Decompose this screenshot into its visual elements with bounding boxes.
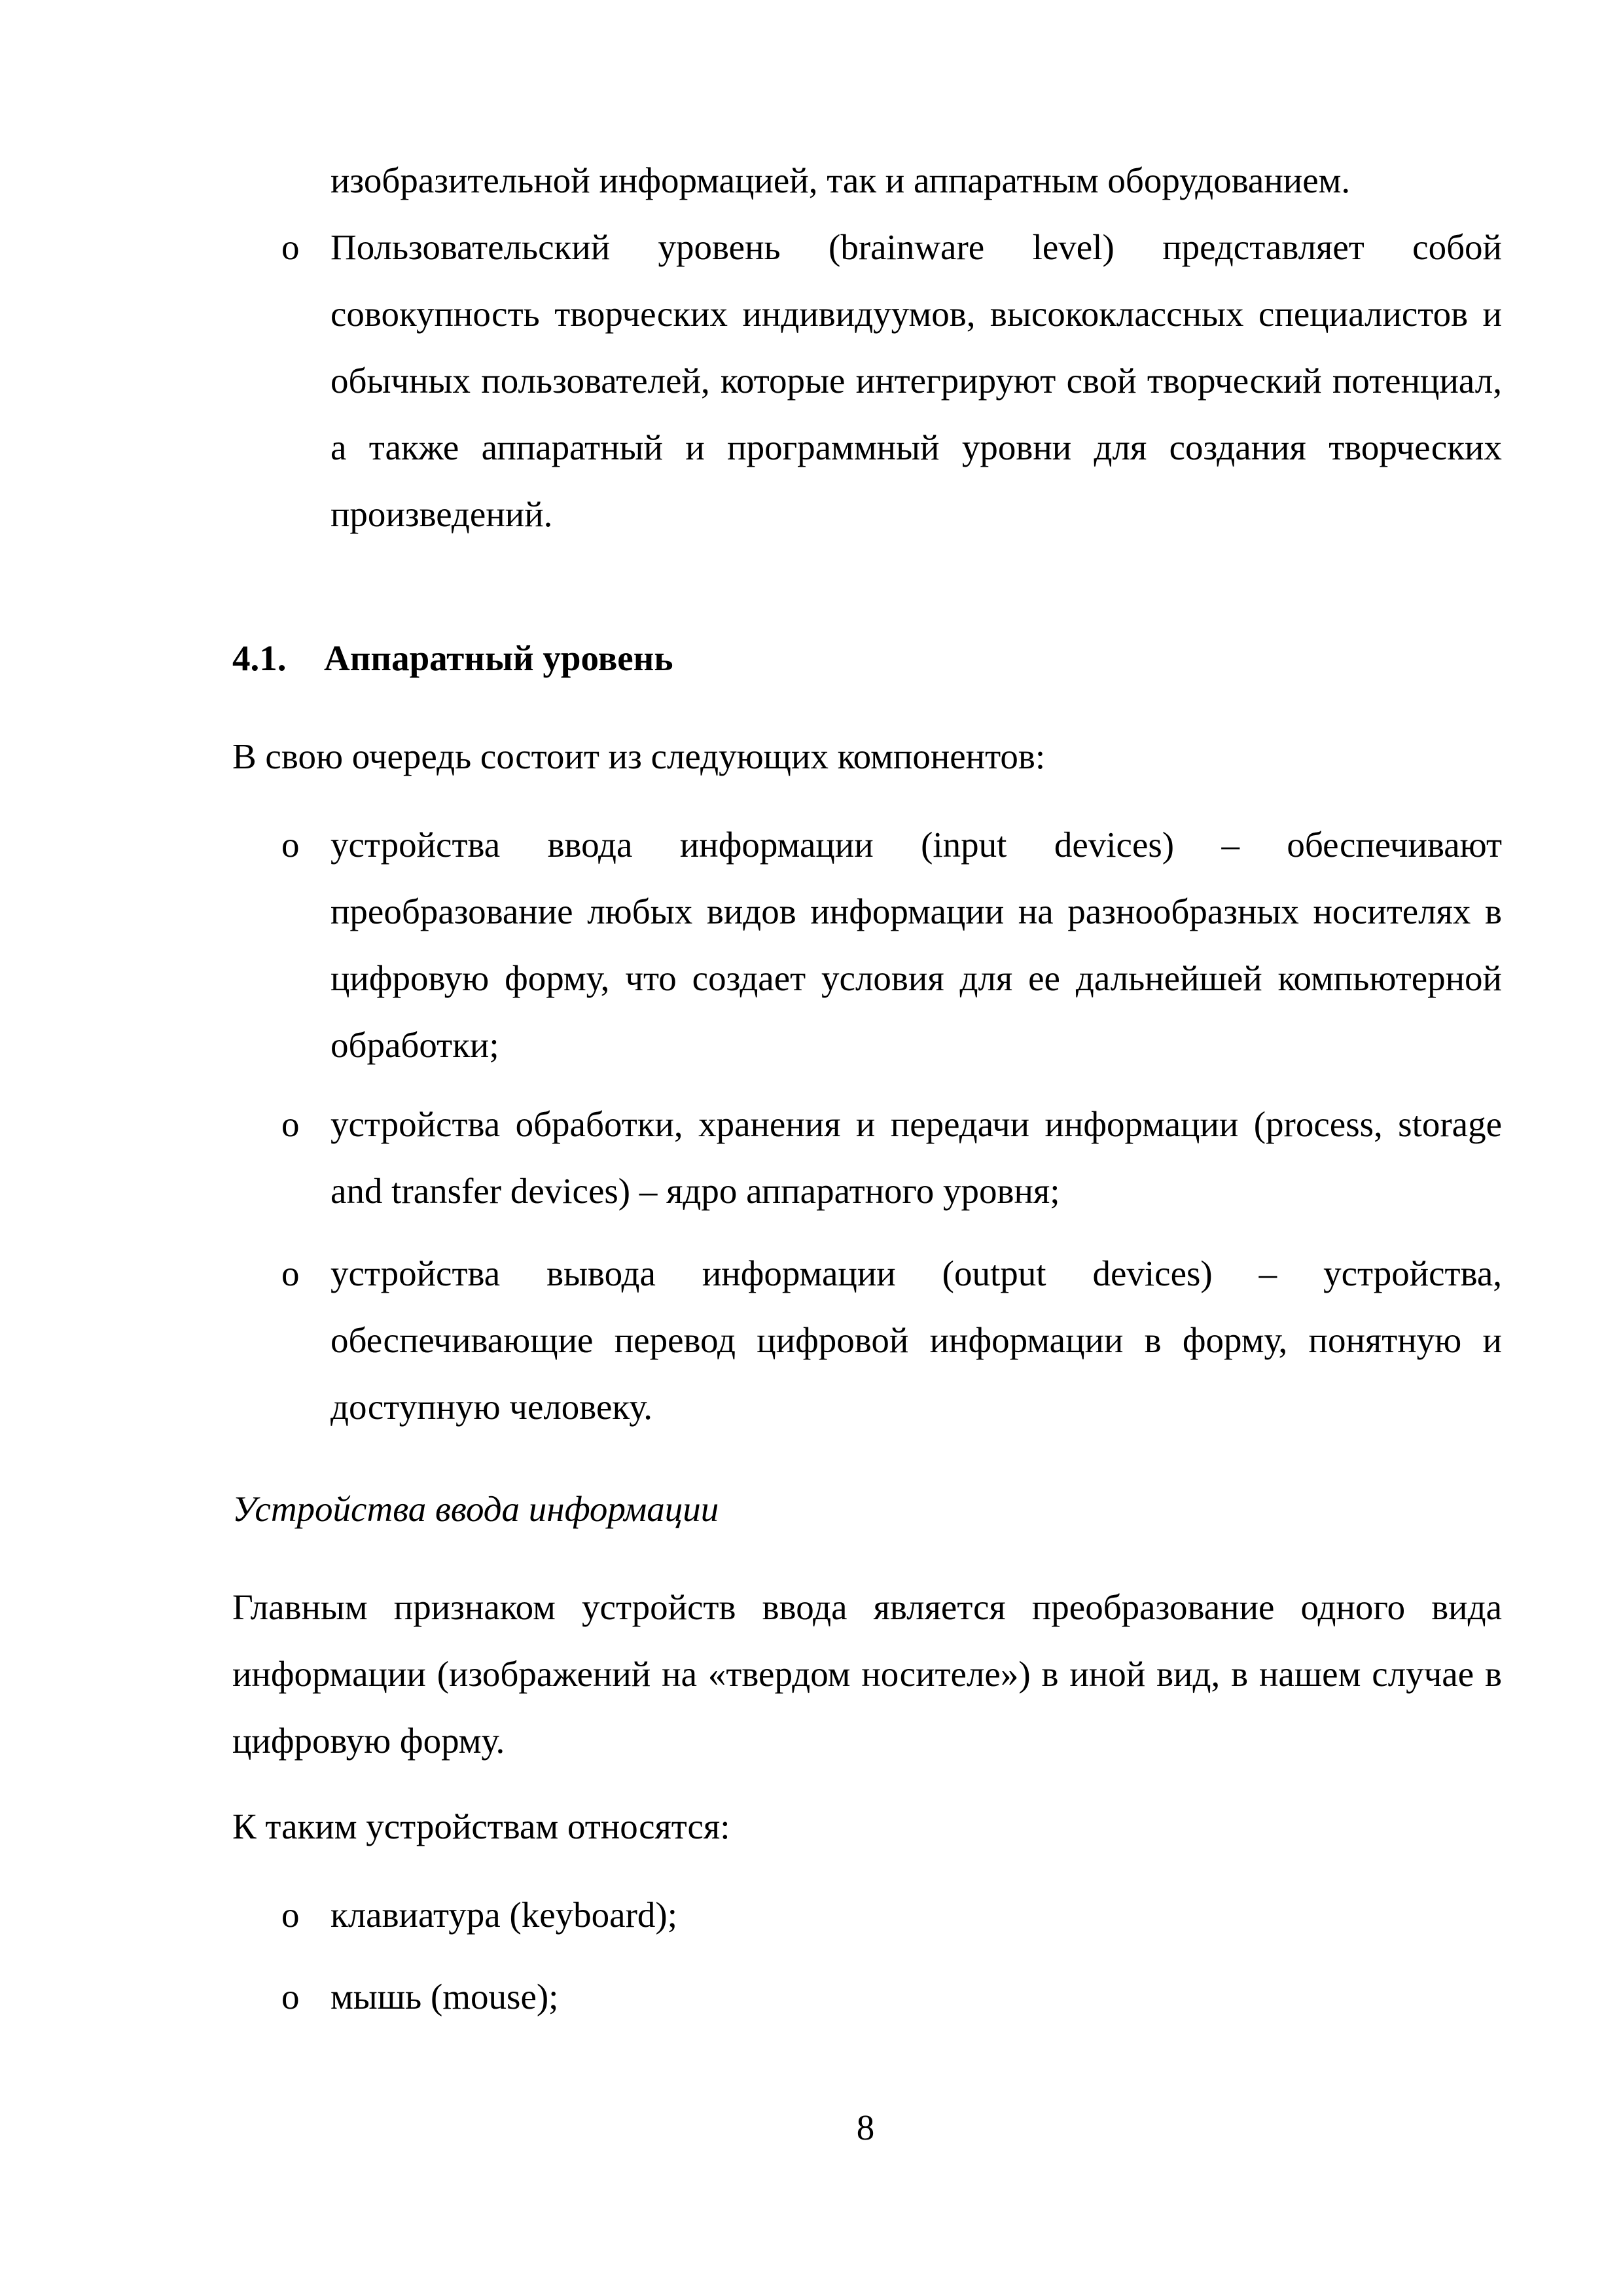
list-item (281, 1240, 1502, 1441)
bullet-marker: o (281, 227, 300, 267)
list-item (281, 812, 1502, 1079)
section-title: Аппаратный уровень (324, 638, 673, 678)
bullet-marker: o (281, 825, 300, 865)
list-item (281, 214, 1502, 548)
continuation-text: изобразительной информацией, так и аппаратным оборудованием. (330, 160, 1351, 200)
bullet-marker: o (281, 1895, 300, 1935)
list-item-text: клавиатура (keyboard); (330, 1895, 677, 1935)
page-number: 8 (856, 2108, 875, 2147)
devices-intro: К таким устройствам относятся: (232, 1806, 730, 1846)
list-item-text: Пользовательский уровень (brainware level) представляет собой совокупность творческих индивидуумов, высококлассных специалистов и обычных пользователей, которые интегрируют свой творческий потенциал, а также аппаратный и программный уровни для создания творческих произведений. (330, 227, 1502, 534)
section-intro: В свою очередь состоит из следующих компонентов: (232, 736, 1046, 776)
list-item (281, 1964, 1502, 2030)
bullet-marker: o (281, 1977, 300, 2017)
section-number: 4.1. (232, 638, 287, 678)
list-item-text: устройства обработки, хранения и передачи информации (process, storage and transfer devices) – ядро аппаратного уровня; (330, 1104, 1502, 1211)
list-item-text: мышь (mouse); (330, 1977, 559, 2017)
input-devices-paragraph: Главным признаком устройств ввода является преобразование одного вида информации (изображений на «твердом носителе») в иной вид, в нашем случае в цифровую форму. (232, 1587, 1502, 1761)
bullet-marker: o (281, 1104, 300, 1144)
list-item (281, 1091, 1502, 1225)
bullet-marker: o (281, 1253, 300, 1293)
subsection-title: Устройства ввода информации (232, 1489, 719, 1529)
list-item (281, 1882, 1502, 1948)
section-heading (232, 625, 673, 692)
list-item-text: устройства вывода информации (output devices) – устройства, обеспечивающие перевод цифровой информации в форму, понятную и доступную человеку. (330, 1253, 1502, 1427)
list-item-text: устройства ввода информации (input devices) – обеспечивают преобразование любых видов информации на разнообразных носителях в цифровую форму, что создает условия для ее дальнейшей компьютерной обработки; (330, 825, 1502, 1065)
